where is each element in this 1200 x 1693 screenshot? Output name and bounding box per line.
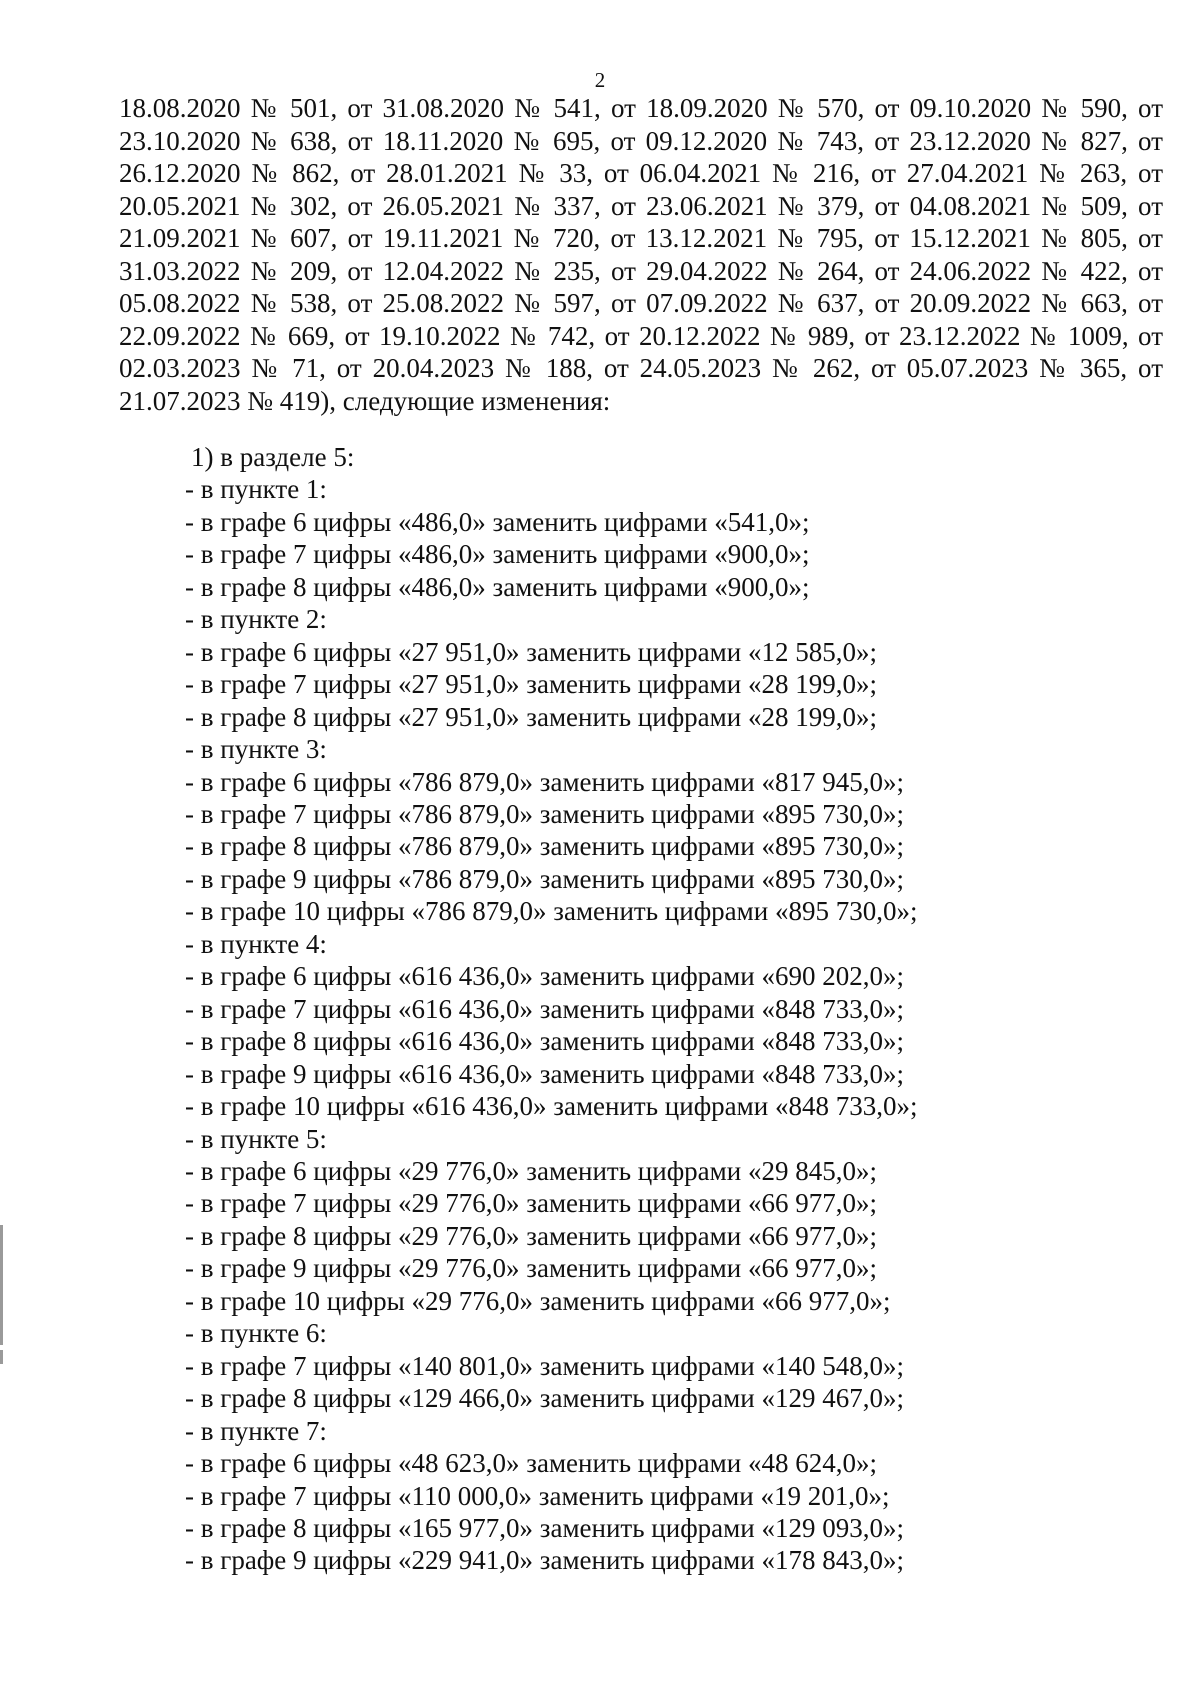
change-item: - в графе 6 цифры «616 436,0» заменить цифрами «690 202,0»;	[185, 961, 904, 992]
change-item: - в графе 10 цифры «786 879,0» заменить цифрами «895 730,0»;	[185, 896, 918, 927]
intro-line: 18.08.2020 № 501, от 31.08.2020 № 541, от 18.09.2020 № 570, от 09.10.2020 № 590, от	[119, 93, 1163, 123]
change-item: - в графе 9 цифры «229 941,0» заменить цифрами «178 843,0»;	[185, 1545, 904, 1576]
scan-edge-mark	[0, 1350, 3, 1364]
intro-line: 22.09.2022 № 669, от 19.10.2022 № 742, от 20.12.2022 № 989, от 23.12.2022 № 1009, от	[119, 320, 1163, 351]
page-number: 2	[594, 68, 606, 92]
intro-line: 31.03.2022 № 209, от 12.04.2022 № 235, от 29.04.2022 № 264, от 24.06.2022 № 422, от	[119, 255, 1163, 286]
intro-line: 20.05.2021 № 302, от 26.05.2021 № 337, от 23.06.2021 № 379, от 04.08.2021 № 509, от	[119, 190, 1163, 221]
clause-heading: - в пункте 3:	[185, 734, 327, 765]
intro-line: 26.12.2020 № 862, от 28.01.2021 № 33, от 06.04.2021 № 216, от 27.04.2021 № 263, от	[119, 158, 1163, 188]
change-item: - в графе 6 цифры «48 623,0» заменить цифрами «48 624,0»;	[185, 1448, 877, 1479]
change-item: - в графе 7 цифры «110 000,0» заменить цифрами «19 201,0»;	[185, 1480, 890, 1511]
change-item: - в графе 8 цифры «27 951,0» заменить цифрами «28 199,0»;	[185, 701, 877, 732]
change-item: - в графе 6 цифры «29 776,0» заменить цифрами «29 845,0»;	[185, 1155, 877, 1186]
clause-heading: - в пункте 2:	[185, 604, 327, 635]
change-item: - в графе 8 цифры «616 436,0» заменить цифрами «848 733,0»;	[185, 1026, 904, 1057]
change-item: - в графе 6 цифры «786 879,0» заменить цифрами «817 945,0»;	[185, 766, 904, 797]
scan-edge-mark	[0, 1225, 3, 1345]
clause-heading: - в пункте 6:	[185, 1318, 327, 1349]
intro-line: 02.03.2023 № 71, от 20.04.2023 № 188, от 24.05.2023 № 262, от 05.07.2023 № 365, от	[119, 353, 1163, 383]
change-item: - в графе 6 цифры «486,0» заменить цифрами «541,0»;	[185, 506, 810, 537]
changes-list	[185, 441, 1145, 1577]
change-item: - в графе 7 цифры «29 776,0» заменить цифрами «66 977,0»;	[185, 1188, 877, 1219]
intro-line-last: 21.07.2023 № 419), следующие изменения:	[119, 385, 611, 416]
change-item: - в графе 10 цифры «616 436,0» заменить цифрами «848 733,0»;	[185, 1091, 918, 1122]
change-item: - в графе 9 цифры «616 436,0» заменить цифрами «848 733,0»;	[185, 1058, 904, 1089]
change-item: - в графе 9 цифры «786 879,0» заменить цифрами «895 730,0»;	[185, 863, 904, 894]
intro-line: 21.09.2021 № 607, от 19.11.2021 № 720, от 13.12.2021 № 795, от 15.12.2021 № 805, от	[119, 223, 1163, 253]
change-item: - в графе 8 цифры «29 776,0» заменить цифрами «66 977,0»;	[185, 1220, 877, 1251]
change-item: - в графе 6 цифры «27 951,0» заменить цифрами «12 585,0»;	[185, 636, 877, 667]
intro-line: 05.08.2022 № 538, от 25.08.2022 № 597, от 07.09.2022 № 637, от 20.09.2022 № 663, от	[119, 288, 1163, 318]
change-item: - в графе 8 цифры «165 977,0» заменить цифрами «129 093,0»;	[185, 1512, 904, 1543]
clause-heading: - в пункте 7:	[185, 1415, 327, 1446]
section-heading: 1) в разделе 5:	[191, 442, 355, 472]
change-item: - в графе 7 цифры «486,0» заменить цифрами «900,0»;	[185, 539, 810, 570]
intro-paragraph	[119, 92, 1163, 417]
clause-heading: - в пункте 5:	[185, 1123, 327, 1154]
change-item: - в графе 7 цифры «616 436,0» заменить цифрами «848 733,0»;	[185, 993, 904, 1024]
clause-heading: - в пункте 4:	[185, 928, 327, 959]
change-item: - в графе 7 цифры «27 951,0» заменить цифрами «28 199,0»;	[185, 669, 877, 700]
clause-heading: - в пункте 1:	[185, 474, 327, 505]
change-item: - в графе 10 цифры «29 776,0» заменить цифрами «66 977,0»;	[185, 1285, 891, 1316]
change-item: - в графе 7 цифры «786 879,0» заменить цифрами «895 730,0»;	[185, 798, 904, 829]
intro-line: 23.10.2020 № 638, от 18.11.2020 № 695, от 09.12.2020 № 743, от 23.12.2020 № 827, от	[119, 125, 1163, 156]
change-item: - в графе 8 цифры «486,0» заменить цифрами «900,0»;	[185, 571, 810, 602]
change-item: - в графе 9 цифры «29 776,0» заменить цифрами «66 977,0»;	[185, 1253, 877, 1284]
change-item: - в графе 8 цифры «786 879,0» заменить цифрами «895 730,0»;	[185, 831, 904, 862]
change-item: - в графе 8 цифры «129 466,0» заменить цифрами «129 467,0»;	[185, 1383, 904, 1414]
change-item: - в графе 7 цифры «140 801,0» заменить цифрами «140 548,0»;	[185, 1350, 904, 1381]
